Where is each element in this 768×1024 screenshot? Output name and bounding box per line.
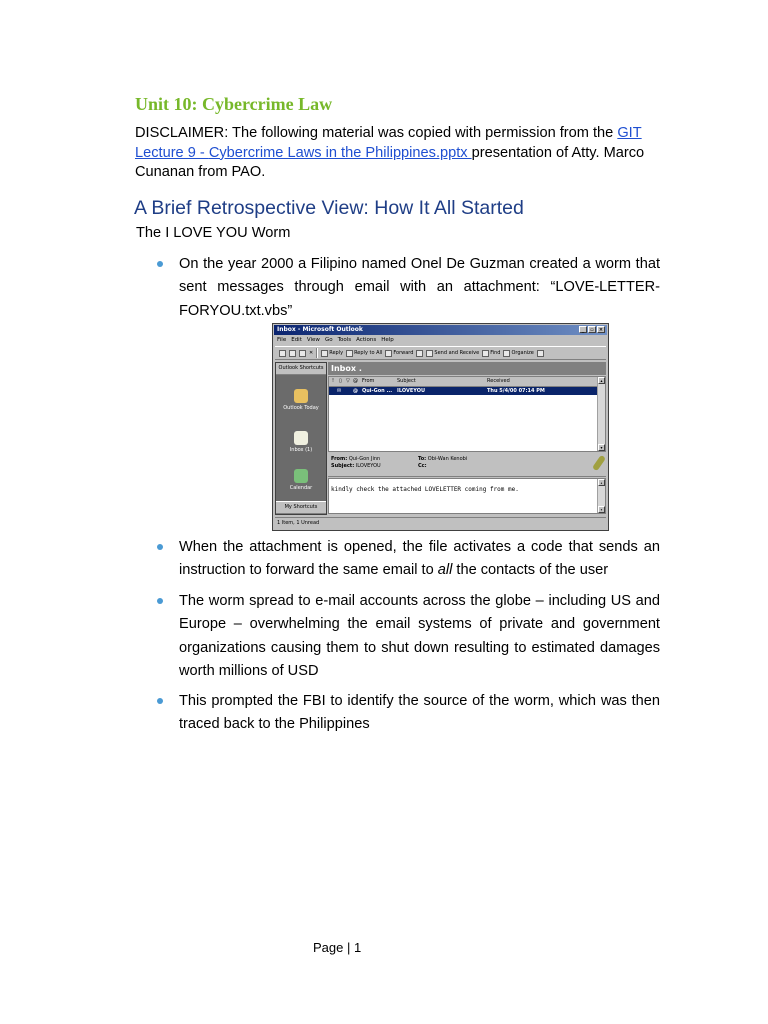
preview-header [328,453,606,477]
message-list-scrollbar [597,377,605,451]
menu-go: Go [324,337,333,343]
bullet-item [157,590,660,683]
bullet-item [157,536,660,583]
organize-icon [503,350,510,357]
bullet-item [157,690,660,737]
bullet-text-part: the contacts of the user [452,562,609,579]
shortcut-label: Calendar [289,485,313,491]
preview-from-label: From: [331,456,348,462]
forward-icon [385,350,392,357]
page-footer [313,940,361,955]
git-lecture-link[interactable]: GIT Lecture 9 - [135,125,642,161]
preview-subject: ILOVEYOU [355,463,381,469]
outlook-window-title: Inbox - Microsoft Outlook [277,326,363,333]
reply-icon [321,350,328,357]
bullet-dot-icon [157,598,163,604]
scroll-down-icon: ▾ [598,444,605,451]
my-shortcuts-bar: My Shortcuts [276,501,326,514]
scroll-up-icon: ▴ [598,377,605,384]
toolbar-reply: Reply [329,350,344,356]
message-from: Qui-Gon ... [362,388,393,394]
outlook-menu-bar [277,336,394,345]
bullet-text-part: When the attachment is opened, the file activates a code that sends an instruction to forward the same email to [179,539,660,579]
minimize-icon: _ [579,326,587,333]
scroll-up-icon: ▴ [598,479,605,486]
preview-scrollbar [597,479,605,513]
cybercrime-laws-link[interactable]: Cybercrime Laws in the Philippines.pptx [208,144,472,161]
bullet-text [179,536,660,583]
help-icon [537,350,544,357]
preview-cc-label: Cc: [418,463,427,469]
toolbar-forward: Forward [393,350,414,356]
unit-title: Unit 10: Cybercrime Law [135,94,333,114]
section-heading: A Brief Retrospective View: How It All Started [134,197,524,219]
column-received: Received [487,378,510,384]
close-icon: × [598,327,604,333]
bullet-dot-icon [157,698,163,704]
status-bar: 1 Item, 1 Unread [275,517,606,528]
flag-icon: ▽ [346,378,350,384]
message-list [328,376,606,452]
move-icon [299,350,306,357]
message-received: Thu 5/4/00 07:14 PM [487,388,545,394]
menu-view: View [306,337,320,343]
message-list-header [329,377,597,387]
calendar-icon [294,469,308,483]
preview-to: Obi-Wan Kenobi [427,456,468,462]
preview-body [328,478,606,514]
subheading: The I LOVE YOU Worm [136,225,291,241]
outlook-screenshot [272,323,609,531]
bullet-item [157,253,660,323]
preview-subject-label: Subject: [331,463,355,469]
toolbar-reply-all: Reply to All [354,350,383,356]
shortcut-outlook-today [276,389,326,411]
scroll-down-icon: ▾ [598,506,605,513]
page-separator: | [347,940,351,955]
bullet-dot-icon [157,261,163,267]
menu-tools: Tools [337,337,352,343]
menu-edit: Edit [291,337,302,343]
reply-all-icon [346,350,353,357]
attachment-icon: @ [353,388,358,394]
column-from: From [362,378,375,384]
folder-banner: Inbox . [328,362,606,375]
column-subject: Subject [397,378,416,384]
outlook-shortcuts-bar [275,362,327,515]
print-icon [289,350,296,357]
preview-from: Qui-Gon Jinn [348,456,381,462]
menu-file: File [277,337,287,343]
bullet-text: On the year 2000 a Filipino named Onel De Guzman created a worm that sent messages through email with an attachment: “LOVE-LETTER-FORYOU.txt.vbs” [179,256,660,319]
page-number: 1 [354,940,362,955]
paperclip-icon [592,455,606,472]
toolbar-send-receive: Send and Receive [434,350,480,356]
menu-help: Help [381,337,394,343]
outlook-title-bar [274,325,607,335]
message-subject: ILOVEYOU [397,388,426,394]
outlook-today-icon [294,389,308,403]
bullet-emphasis: all [437,562,453,579]
disclaimer-paragraph [135,124,665,183]
importance-icon: ! [332,378,335,384]
maximize-icon: ▫ [588,326,596,333]
toolbar-organize: Organize [511,350,534,356]
toolbar-find: Find [490,350,501,356]
bullet-text: This prompted the FBI to identify the source of the worm, which was then traced back to the Philippines [179,693,660,733]
shortcut-inbox [276,431,326,453]
bullet-text: The worm spread to e-mail accounts across the globe – including US and Europe – overwhelming the email systems of private and government organizations causing them to shut down resulting to estimated damages worth millions of USD [179,593,660,679]
find-icon [482,350,489,357]
disclaimer-suffix: presentation of Atty. Marco Cunanan from PAO. [135,144,645,180]
outlook-toolbar [275,346,606,360]
item-type-icon: ▯ [339,378,342,384]
address-book-icon [416,350,423,357]
menu-actions: Actions [356,337,377,343]
outlook-shortcuts-header: Outlook Shortcuts [276,363,326,375]
preview-to-label: To: [418,456,427,462]
preview-body-text: kindly check the attached LOVELETTER coming from me. [331,486,519,493]
new-mail-icon [279,350,286,357]
send-receive-icon [426,350,433,357]
delete-icon: ✕ [309,350,314,356]
envelope-icon: ✉ [337,388,342,394]
attachment-icon: @ [353,378,358,384]
bullet-dot-icon [157,544,163,550]
shortcut-calendar [276,469,326,491]
shortcut-label: Inbox (1) [289,447,313,453]
page-label: Page [313,940,344,955]
message-row [329,387,597,395]
inbox-icon [294,431,308,445]
disclaimer-prefix: DISCLAIMER: The following material was copied with permission from the [135,125,618,141]
shortcut-label: Outlook Today [283,405,319,411]
